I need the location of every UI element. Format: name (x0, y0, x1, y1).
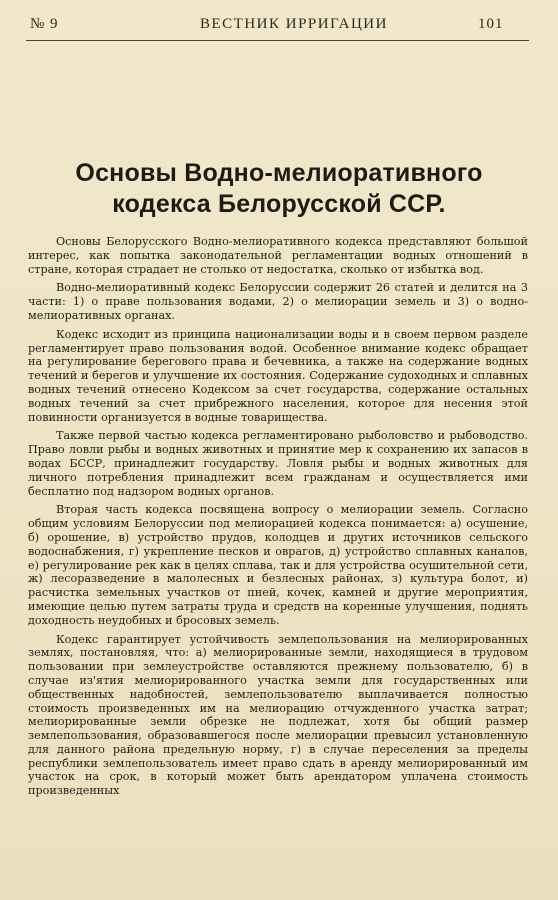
journal-title: ВЕСТНИК ИРРИГАЦИИ (200, 16, 388, 32)
article-title-line-2: кодекса Белорусской ССР. (112, 190, 446, 218)
paragraph-5: Вторая часть кодекса посвящена вопросу о мелиорации земель. Согласно общим условиям Белоруссии под мелиорацией кодекса понимается: а) осушение, б) орошение, в) устройство прудов, колодцев и других источников сельского водоснабжения, г) укрепление песков и оврагов, д) устройство сплавных каналов, е) регулирование рек как в целях сплава, так и для устройства осушительной сети, ж) лесоразведение в малолесных и безлесных районах, з) культура болот, и) расчистка земельных участков от пней, кочек, камней и другие мероприятия, имеющие целью путем затраты труда и средств на коренные улучшения, поднять доходность неудобных и бросовых земель. (28, 503, 528, 627)
paragraph-2: Водно-мелиоративный кодекс Белоруссии содержит 26 статей и делится на 3 части: 1) о праве пользования водами, 2) о мелиорации земель и 3) о водно-мелиоративных органах. (28, 281, 528, 322)
paragraph-4: Также первой частью кодекса регламентировано рыболовство и рыбоводство. Право ловли рыбы и водных животных и принятие мер к сохранению их запасов в водах БССР, принадлежит государству. Ловля рыбы и водных животных для личного потребления принадлежит всем гражданам и осуществляется ими бесплатно под надзором водных органов. (28, 429, 528, 498)
paragraph-1: Основы Белорусского Водно-мелиоративного кодекса представляют большой интерес, как попытка законодательной регламентации водных отношений в стране, которая страдает не столько от недостатка, сколько от избытка вод. (28, 235, 528, 276)
issue-number: № 9 (30, 16, 59, 32)
article-title-line-1: Основы Водно-мелиоративного (75, 159, 483, 187)
running-header (0, 0, 558, 46)
article-title (0, 158, 558, 220)
paragraph-6: Кодекс гарантирует устойчивость землепользования на мелиорированных землях, постановляя, что: а) мелиорированные земли, находящиеся в трудовом пользовании при землеустройстве оставляются прежнему пользователю, б) в случае из'ятия мелиорированного участка земли для государственных или общественных надобностей, землепользователю выплачивается полностью стоимость произведенных им на мелиорацию отчужденного участка затрат; мелиорированные земли обрезке не подлежат, хотя бы общий размер землепользования, образовавшегося после мелиорации превысил установленную для данного района предельную норму, г) в случае переселения за пределы республики землепользователь имеет право сдать в аренду мелиорированный им участок на срок, в который может быть арендатором уплачена стоимость произведенных (28, 632, 528, 798)
page-number: 101 (478, 16, 504, 32)
article-body (28, 235, 528, 803)
paragraph-3: Кодекс исходит из принципа национализации воды и в своем первом разделе регламентирует право пользования водой. Особенное внимание кодекс обращает на регулирование берегового права и бечевника, а также на содержание водных течений и берегов и улучшение их состояния. Содержание судоходных и сплавных водных течений отнесено Кодексом за счет государства, содержание остальных водных течений за счет прибрежного населения, которое для несения этой повинности организуется в водные товарищества. (28, 327, 528, 424)
header-rule (26, 40, 529, 41)
